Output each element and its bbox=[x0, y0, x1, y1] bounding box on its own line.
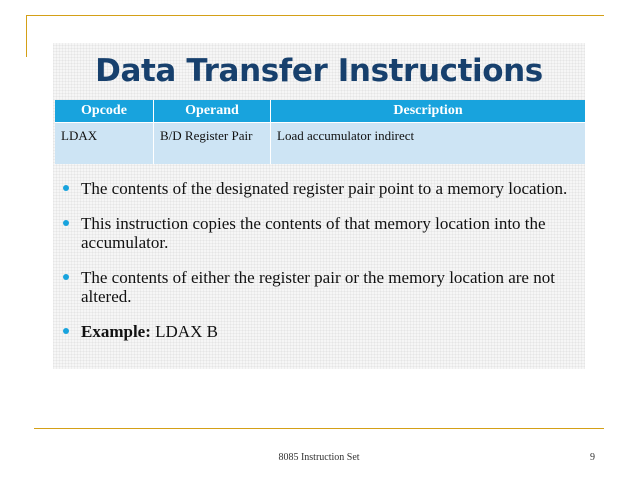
bullet-item bbox=[61, 179, 581, 198]
slide-title: Data Transfer Instructions bbox=[95, 53, 543, 89]
bottom-decorative-line bbox=[34, 428, 604, 429]
bullet-item bbox=[61, 268, 581, 306]
slide-content-panel bbox=[53, 43, 585, 369]
bullet-text: This instruction copies the contents of that memory location into the accumulator. bbox=[81, 214, 546, 252]
bullet-list bbox=[61, 179, 581, 357]
header-description: Description bbox=[271, 100, 586, 123]
header-operand: Operand bbox=[154, 100, 271, 123]
cell-operand: B/D Register Pair bbox=[154, 123, 271, 165]
example-label: Example: bbox=[81, 322, 151, 341]
bullet-text: The contents of the designated register pair point to a memory location. bbox=[81, 179, 568, 198]
page-number: 9 bbox=[590, 452, 595, 463]
example-value: LDAX B bbox=[155, 322, 218, 341]
bullet-dot-icon bbox=[63, 220, 69, 226]
instruction-table bbox=[55, 100, 585, 164]
cell-description: Load accumulator indirect bbox=[271, 123, 586, 165]
footer-title: 8085 Instruction Set bbox=[278, 452, 360, 463]
example-item bbox=[61, 322, 581, 341]
bullet-dot-icon bbox=[63, 185, 69, 191]
bullet-dot-icon bbox=[63, 328, 69, 334]
left-decorative-line bbox=[26, 15, 27, 57]
bullet-dot-icon bbox=[63, 274, 69, 280]
top-decorative-line bbox=[26, 15, 604, 16]
bullet-item bbox=[61, 214, 581, 252]
bullet-text: The contents of either the register pair or the memory location are not altered. bbox=[81, 268, 555, 306]
cell-opcode: LDAX bbox=[55, 123, 154, 165]
table-row bbox=[55, 123, 585, 165]
header-opcode: Opcode bbox=[55, 100, 154, 123]
table-header-row bbox=[55, 100, 585, 123]
